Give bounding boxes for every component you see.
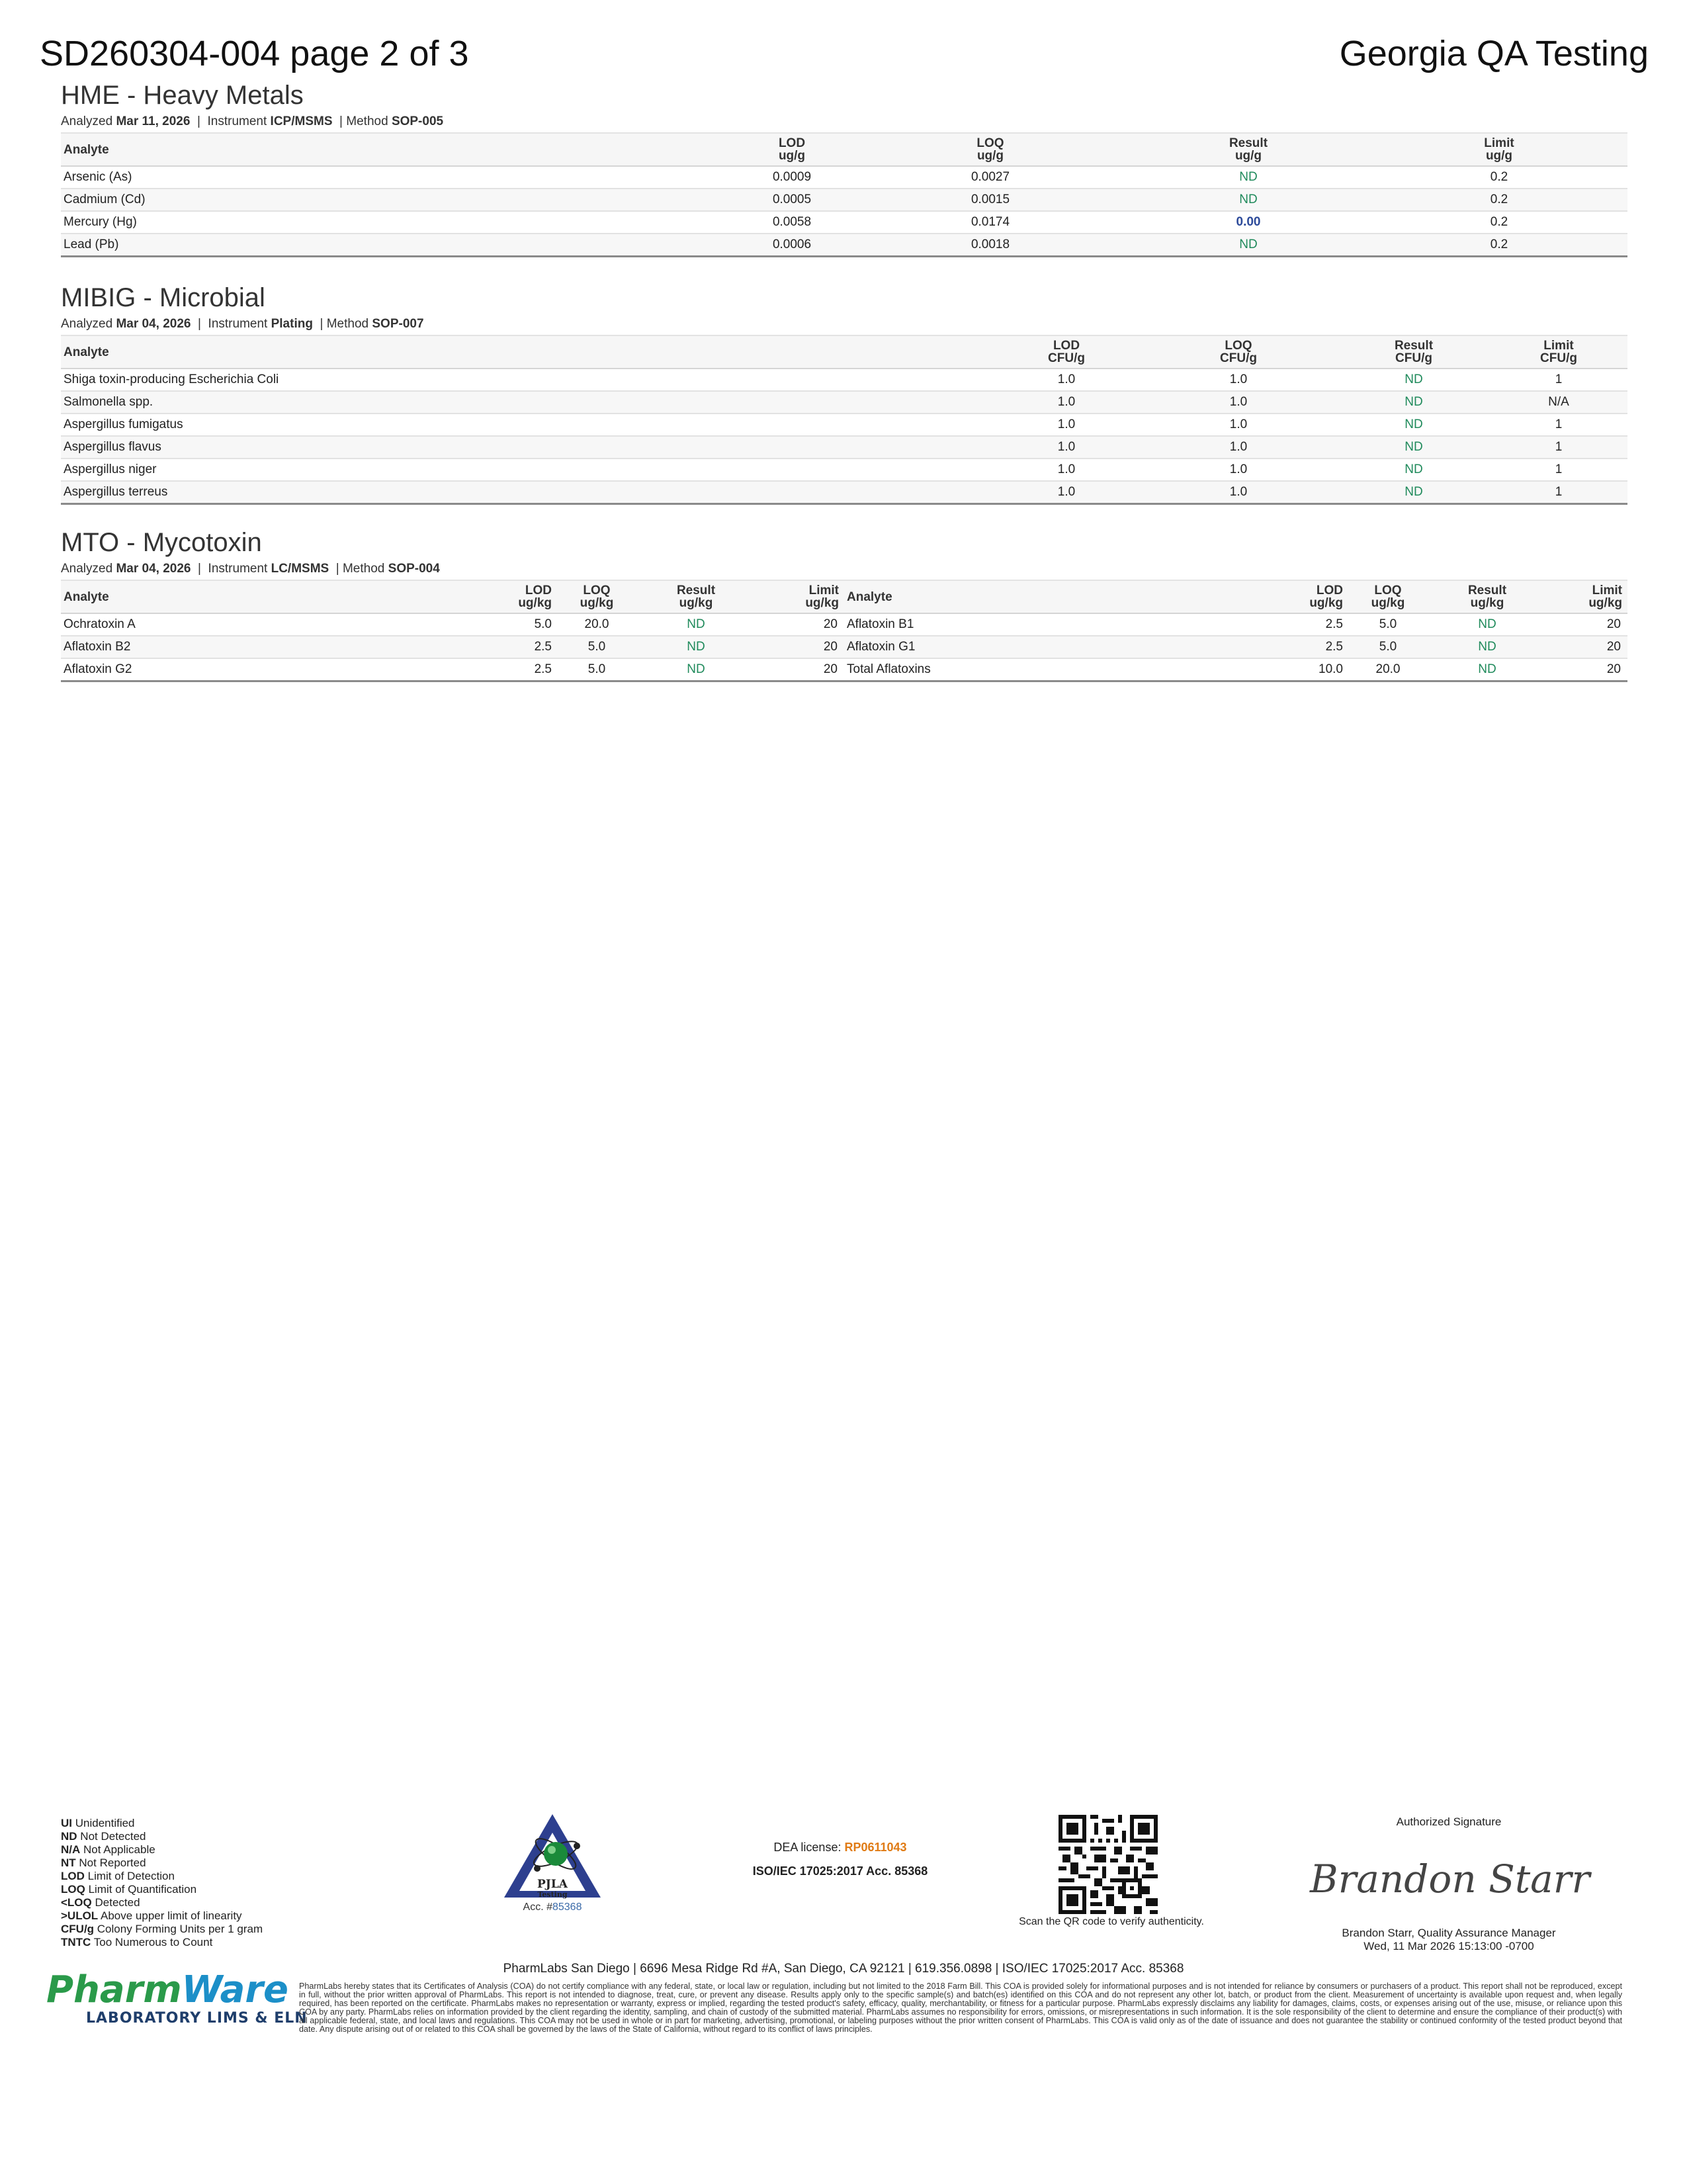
instrument-label: Instrument xyxy=(208,317,268,331)
signature-date: Wed, 11 Mar 2026 15:13:00 -0700 xyxy=(1363,1940,1534,1952)
result-cell: ND xyxy=(687,617,705,631)
analyte-cell: Aspergillus niger xyxy=(64,462,157,476)
legend-item: LOD Limit of Detection xyxy=(61,1870,175,1882)
result-cell: ND xyxy=(1405,395,1423,409)
method-label: Method xyxy=(346,114,388,128)
analyzed-label: Analyzed xyxy=(61,114,113,128)
svg-text:Brandon Starr: Brandon Starr xyxy=(1310,1856,1590,1901)
limit-cell: 0.2 xyxy=(1490,238,1508,251)
column-header-analyte: Analyte xyxy=(64,345,109,359)
lod-cell: 2.5 xyxy=(1325,617,1343,631)
lod-cell: 2.5 xyxy=(534,662,552,676)
instrument-label: Instrument xyxy=(208,562,268,576)
table-row xyxy=(61,436,1627,459)
limit-cell: 20 xyxy=(823,640,838,654)
loq-cell: 0.0174 xyxy=(971,215,1010,229)
analyzed-date: Mar 11, 2026 xyxy=(116,114,191,128)
pjla-acc-number: Acc. #85368 xyxy=(523,1901,582,1913)
instrument-label: Instrument xyxy=(207,114,267,128)
limit-cell: 20 xyxy=(1606,662,1621,676)
result-cell: ND xyxy=(1405,372,1423,386)
qr-caption: Scan the QR code to verify authenticity. xyxy=(1019,1916,1204,1927)
mto-section xyxy=(61,527,1627,682)
analyzed-label: Analyzed xyxy=(61,562,113,576)
limit-cell: 20 xyxy=(823,662,838,676)
loq-cell: 1.0 xyxy=(1229,395,1248,409)
column-header-loq: LOQ ug/kg xyxy=(1371,584,1405,610)
column-header-analyte: Analyte xyxy=(847,590,892,604)
document-id: SD260304-004 page 2 of 3 xyxy=(40,34,469,73)
legend-item: N/A Not Applicable xyxy=(61,1843,155,1856)
iso-accreditation: ISO/IEC 17025:2017 Acc. 85368 xyxy=(752,1864,928,1878)
loq-cell: 20.0 xyxy=(1375,662,1401,676)
pjla-logo-subtext: Testing xyxy=(537,1890,568,1899)
column-header-loq: LOQ CFU/g xyxy=(1220,339,1257,365)
table-row xyxy=(61,636,1627,658)
limit-cell: 20 xyxy=(823,617,838,631)
method-value: SOP-007 xyxy=(372,317,424,331)
pharmware-logo-tagline: LABORATORY LIMS & ELN xyxy=(86,2010,308,2027)
limit-cell: 20 xyxy=(1606,640,1621,654)
loq-cell: 1.0 xyxy=(1229,417,1248,431)
lod-cell: 5.0 xyxy=(534,617,552,631)
lod-cell: 0.0009 xyxy=(772,170,812,184)
column-header-limit: Limit CFU/g xyxy=(1540,339,1577,365)
legend-item: UI Unidentified xyxy=(61,1817,135,1829)
pjla-logo-icon xyxy=(503,1813,602,1899)
limit-cell: 20 xyxy=(1606,617,1621,631)
column-header-lod: LOD CFU/g xyxy=(1048,339,1085,365)
legend-item: CFU/g Colony Forming Units per 1 gram xyxy=(61,1923,263,1935)
loq-cell: 1.0 xyxy=(1229,462,1248,476)
lod-cell: 1.0 xyxy=(1057,417,1076,431)
limit-cell: 1 xyxy=(1555,462,1563,476)
pjla-logo-text: PJLA xyxy=(537,1878,568,1891)
analyzed-date: Mar 04, 2026 xyxy=(116,562,191,576)
lod-cell: 10.0 xyxy=(1319,662,1343,676)
method-label: Method xyxy=(326,317,369,331)
table-row xyxy=(61,211,1627,234)
legend-item: NT Not Reported xyxy=(61,1856,146,1869)
limit-cell: N/A xyxy=(1548,395,1569,409)
table-row xyxy=(61,459,1627,481)
section-meta: Analyzed Mar 04, 2026 | Instrument LC/MSMS | Method SOP-004 xyxy=(61,562,440,576)
analyte-cell: Aflatoxin G2 xyxy=(64,662,132,676)
analyte-cell: Total Aflatoxins xyxy=(847,662,931,676)
column-header-loq: LOQ ug/kg xyxy=(580,584,614,610)
legend-item: <LOQ Detected xyxy=(61,1896,140,1909)
analyte-cell: Mercury (Hg) xyxy=(64,215,137,229)
column-header-lod: LOD ug/kg xyxy=(518,584,552,610)
analyzed-label: Analyzed xyxy=(61,317,113,331)
result-cell: 0.00 xyxy=(1236,215,1261,229)
analyte-cell: Aspergillus fumigatus xyxy=(64,417,183,431)
loq-cell: 20.0 xyxy=(584,617,609,631)
loq-cell: 0.0015 xyxy=(971,193,1010,206)
signature-title: Authorized Signature xyxy=(1396,1815,1502,1828)
signatory-details xyxy=(1297,1927,1601,1953)
lod-cell: 1.0 xyxy=(1057,372,1076,386)
legal-disclaimer: PharmLabs hereby states that its Certificates of Analysis (COA) do not certify compliance with any federal, state, or local law or regulation, including but not limited to the 2018 Farm Bill. This COA is provided solely for informational purposes and is not intended for reliance by consumers or purchasers of a product. This report shall not be reproduced, except in full, without the prior written approval of PharmLabs. This report is not intended to diagnose, treat, cure, or prevent any disease. Results apply only to the specific sample(s) and batch(es) identified on this COA and do not represent any other lot, batch, or product from the client. Measurement of uncertainty is available upon request and, when legally required, has been reported on the certificate. PharmLabs makes no representation or warranty, express or implied, regarding the tested product's safety, efficacy, quality, merchantability, or fitness for a particular purpose. PharmLabs expressly disclaims any liability for damages, claims, costs, or expenses arising out of the use, misuse, or reliance upon this COA by any party. PharmLabs relies on information provided by the client regarding the identity, sampling, and chain of custody of the submitted material. PharmLabs assumes no responsibility for errors, omissions, or misrepresentations in such information. It is the sole responsibility of the client to determine and ensure the compliance of their product(s) with all applicable federal, state, and local laws and regulations. This COA may not be used in whole or in part for marketing, advertising, promotional, or labeling purposes without the prior written consent of PharmLabs. This COA is valid only as of the date of issuance and does not guarantee the stability or continued conformity of the tested product beyond that date. Any dispute arising out of or related to this COA shall be governed by the laws of the State of California, without regard to its conflict of laws principles. xyxy=(299,1982,1622,2034)
analyte-cell: Cadmium (Cd) xyxy=(64,193,146,206)
column-header-loq: LOQ ug/g xyxy=(976,136,1004,163)
result-cell: ND xyxy=(687,640,705,654)
lod-cell: 0.0006 xyxy=(772,238,812,251)
column-header-limit: Limit ug/kg xyxy=(1588,584,1622,610)
column-header-analyte: Analyte xyxy=(64,142,109,157)
analyte-cell: Aflatoxin B2 xyxy=(64,640,131,654)
limit-cell: 0.2 xyxy=(1490,170,1508,184)
column-header-lod: LOD ug/kg xyxy=(1309,584,1343,610)
table-row xyxy=(61,414,1627,436)
table-row xyxy=(61,234,1627,257)
hme-table xyxy=(61,132,1627,257)
method-value: SOP-005 xyxy=(391,114,444,128)
lod-cell: 2.5 xyxy=(1325,640,1343,654)
section-title: MTO - Mycotoxin xyxy=(61,528,262,557)
column-header-result: Result ug/kg xyxy=(1467,584,1507,610)
loq-cell: 0.0018 xyxy=(971,238,1010,251)
result-cell: ND xyxy=(1405,417,1423,431)
limit-cell: 0.2 xyxy=(1490,193,1508,206)
result-cell: ND xyxy=(1239,193,1258,206)
dea-license: DEA license: RP0611043 xyxy=(773,1841,907,1854)
lod-cell: 1.0 xyxy=(1057,462,1076,476)
license-info xyxy=(734,1835,946,1883)
analyte-cell: Aflatoxin G1 xyxy=(847,640,916,654)
analyte-cell: Arsenic (As) xyxy=(64,170,132,184)
loq-cell: 0.0027 xyxy=(971,170,1010,184)
loq-cell: 5.0 xyxy=(1379,640,1397,654)
instrument-value: LC/MSMS xyxy=(271,562,329,576)
limit-cell: 1 xyxy=(1555,440,1563,454)
section-title: MIBIG - Microbial xyxy=(61,283,265,312)
analyte-cell: Shiga toxin-producing Escherichia Coli xyxy=(64,372,279,386)
loq-cell: 5.0 xyxy=(587,640,606,654)
table-row xyxy=(61,189,1627,211)
analyzed-date: Mar 04, 2026 xyxy=(116,317,191,331)
mibig-section xyxy=(61,282,1627,505)
instrument-value: ICP/MSMS xyxy=(270,114,333,128)
table-row xyxy=(61,613,1627,636)
result-cell: ND xyxy=(1405,485,1423,499)
analyte-cell: Lead (Pb) xyxy=(64,238,119,251)
analyte-cell: Aflatoxin B1 xyxy=(847,617,914,631)
lod-cell: 1.0 xyxy=(1057,485,1076,499)
table-row xyxy=(61,658,1627,681)
lod-cell: 1.0 xyxy=(1057,395,1076,409)
section-title: HME - Heavy Metals xyxy=(61,81,304,110)
column-header-result: Result ug/g xyxy=(1229,136,1268,163)
analyte-cell: Salmonella spp. xyxy=(64,395,153,409)
limit-cell: 0.2 xyxy=(1490,215,1508,229)
legend-item: ND Not Detected xyxy=(61,1830,146,1843)
legend-item: >ULOL Above upper limit of linearity xyxy=(61,1909,242,1922)
legend-item: TNTC Too Numerous to Count xyxy=(61,1936,213,1948)
result-cell: ND xyxy=(1405,462,1423,476)
qr-code-icon[interactable] xyxy=(1059,1815,1158,1914)
mto-table xyxy=(61,580,1627,682)
result-cell: ND xyxy=(687,662,705,676)
instrument-value: Plating xyxy=(271,317,313,331)
column-header-result: Result CFU/g xyxy=(1394,339,1434,365)
legend-item: LOQ Limit of Quantification xyxy=(61,1883,197,1896)
analyte-cell: Aspergillus terreus xyxy=(64,485,168,499)
result-cell: ND xyxy=(1239,238,1258,251)
analyte-cell: Ochratoxin A xyxy=(64,617,136,631)
loq-cell: 5.0 xyxy=(587,662,606,676)
lab-address: PharmLabs San Diego | 6696 Mesa Ridge Rd #A, San Diego, CA 92121 | 619.356.0898 | ISO/IEC 17025:2017 Acc. 85368 xyxy=(503,1962,1184,1976)
column-header-analyte: Analyte xyxy=(64,590,109,604)
table-row xyxy=(61,391,1627,414)
limit-cell: 1 xyxy=(1555,417,1563,431)
column-header-limit: Limit ug/g xyxy=(1484,136,1514,163)
lod-cell: 1.0 xyxy=(1057,440,1076,454)
hme-section xyxy=(61,79,1627,257)
column-header-result: Result ug/kg xyxy=(676,584,716,610)
abbreviation-legend xyxy=(61,1817,263,1949)
lod-cell: 0.0058 xyxy=(772,215,812,229)
pharmware-logo xyxy=(46,1968,308,2027)
section-meta: Analyzed Mar 11, 2026 | Instrument ICP/MSMS | Method SOP-005 xyxy=(61,114,444,128)
handwritten-signature xyxy=(1303,1846,1594,1919)
loq-cell: 1.0 xyxy=(1229,372,1248,386)
table-row xyxy=(61,166,1627,189)
lod-cell: 2.5 xyxy=(534,640,552,654)
lab-name: Georgia QA Testing xyxy=(1339,34,1649,73)
signatory-name: Brandon Starr, Quality Assurance Manager xyxy=(1342,1927,1556,1939)
method-value: SOP-004 xyxy=(388,562,440,576)
section-meta: Analyzed Mar 04, 2026 | Instrument Plating | Method SOP-007 xyxy=(61,317,424,331)
loq-cell: 5.0 xyxy=(1379,617,1397,631)
result-cell: ND xyxy=(1239,170,1258,184)
limit-cell: 1 xyxy=(1555,372,1563,386)
result-cell: ND xyxy=(1478,640,1496,654)
pjla-accreditation xyxy=(496,1813,609,1913)
limit-cell: 1 xyxy=(1555,485,1563,499)
result-cell: ND xyxy=(1478,617,1496,631)
table-row xyxy=(61,481,1627,504)
mibig-table xyxy=(61,335,1627,505)
pharmware-logo-wordmark: PharmWare xyxy=(46,1968,289,2011)
loq-cell: 1.0 xyxy=(1229,485,1248,499)
column-header-lod: LOD ug/g xyxy=(778,136,806,163)
lod-cell: 0.0005 xyxy=(772,193,812,206)
result-cell: ND xyxy=(1478,662,1496,676)
analyte-cell: Aspergillus flavus xyxy=(64,440,161,454)
column-header-limit: Limit ug/kg xyxy=(805,584,839,610)
table-row xyxy=(61,369,1627,391)
loq-cell: 1.0 xyxy=(1229,440,1248,454)
result-cell: ND xyxy=(1405,440,1423,454)
method-label: Method xyxy=(342,562,385,576)
